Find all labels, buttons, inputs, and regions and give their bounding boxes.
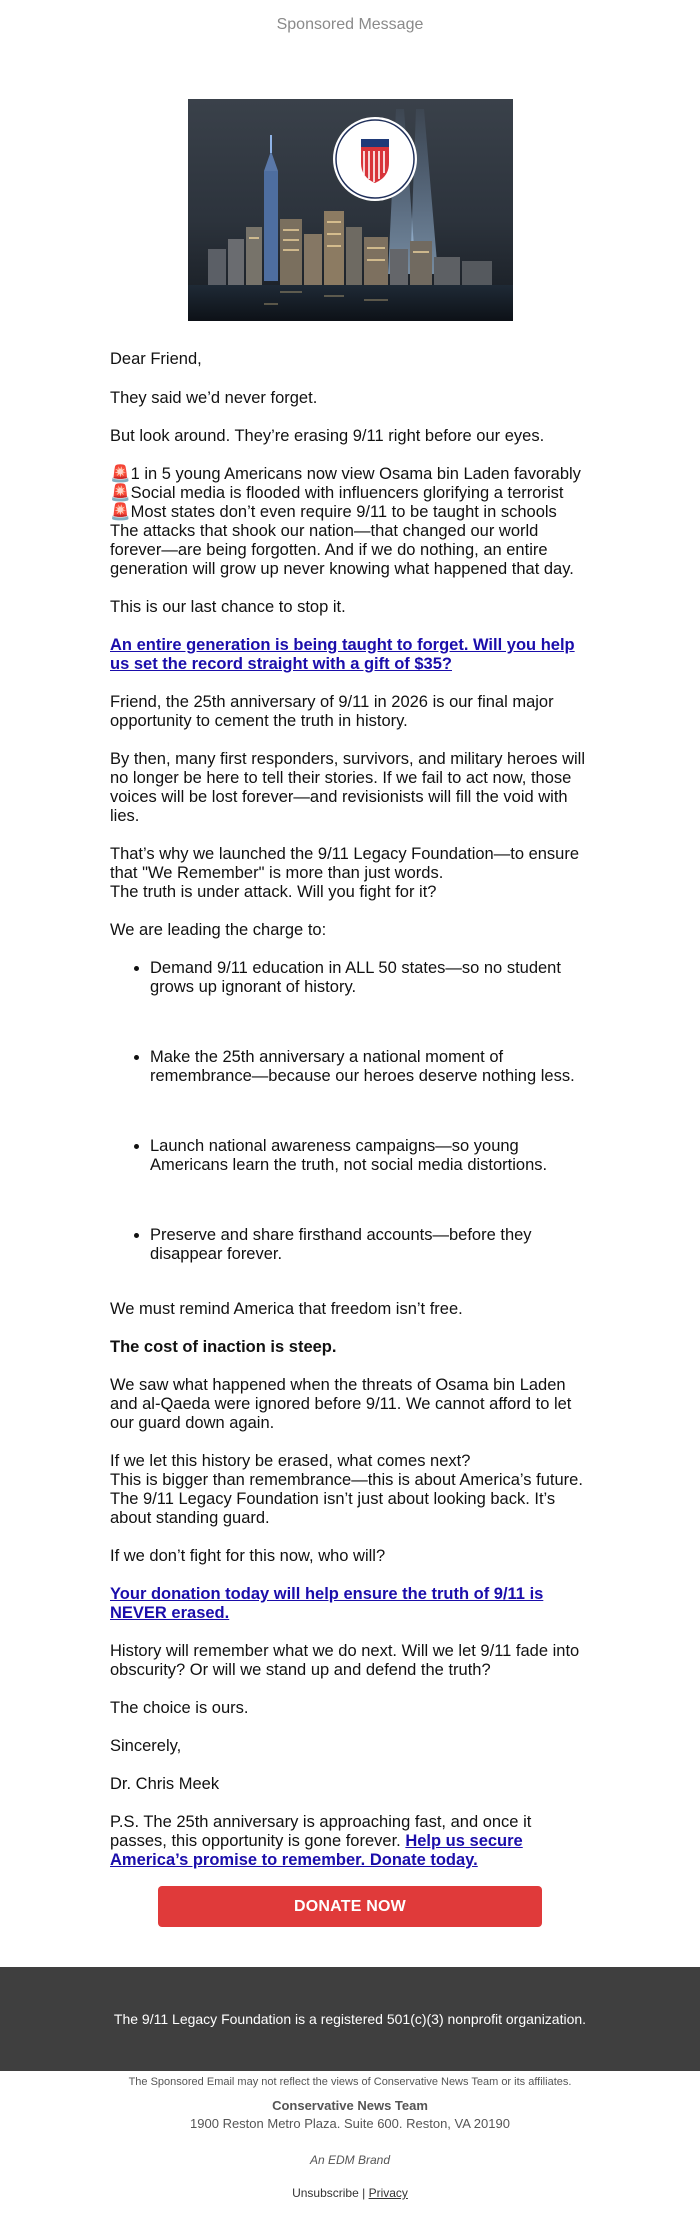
- sponsored-label: Sponsored Message: [276, 16, 424, 33]
- paragraph: They said we’d never forget.: [110, 389, 318, 407]
- paragraph: The choice is ours.: [110, 1699, 249, 1717]
- hero-image: [188, 99, 513, 321]
- paragraph: If we let this history be erased, what comes next?: [110, 1452, 471, 1470]
- signoff: Sincerely,: [110, 1737, 182, 1755]
- list-item: • Preserve and share firsthand accounts—before they disappear forever.: [150, 1226, 592, 1264]
- letter-body: [110, 350, 592, 1870]
- sponsor-disclaimer: The Sponsored Email may not reflect the views of Conservative News Team or its affiliates.: [128, 2076, 572, 2088]
- signer-name: Dr. Chris Meek: [110, 1775, 220, 1793]
- privacy-link[interactable]: Privacy: [368, 2186, 408, 2200]
- paragraph: Friend, the 25th anniversary of 9/11 in 2026 is our final major opportunity to cement the truth in history.: [110, 693, 554, 730]
- city-skyline-image: [188, 99, 513, 321]
- org-name: Conservative News Team: [272, 2098, 428, 2113]
- link-separator: |: [362, 2186, 366, 2200]
- nonprofit-note: The 9/11 Legacy Foundation is a registered 501(c)(3) nonprofit organization.: [0, 1967, 700, 2071]
- paragraph: This is our last chance to stop it.: [110, 598, 346, 616]
- paragraph: That’s why we launched the 9/11 Legacy Foundation—to ensure that "We Remember" is more than just words.: [110, 845, 580, 882]
- siren-icon: 🚨: [110, 465, 131, 483]
- subheading: The cost of inaction is steep.: [110, 1338, 337, 1356]
- paragraph: The attacks that shook our nation—that changed our world forever—are being forgotten. And if we do nothing, an entire generation will grow up never knowing what happened that day.: [110, 522, 574, 578]
- donate-now-button[interactable]: DONATE NOW: [158, 1886, 542, 1927]
- goals-list: [110, 959, 592, 1264]
- paragraph: History will remember what we do next. Will we let 9/11 fade into obscurity? Or will we stand up and defend the truth?: [110, 1642, 580, 1679]
- brand-label: An EDM Brand: [309, 2153, 391, 2167]
- list-item: • Make the 25th anniversary a national moment of remembrance—because our heroes deserve nothing less.: [150, 1048, 592, 1086]
- paragraph: The truth is under attack. Will you fight for it?: [110, 883, 437, 901]
- donate-button-container: [158, 1886, 542, 1927]
- list-item: • Demand 9/11 education in ALL 50 states—so no student grows up ignorant of history.: [150, 959, 592, 997]
- alert-item: 🚨 1 in 5 young Americans now view Osama bin Laden favorably: [110, 465, 581, 483]
- donation-truth-link[interactable]: Your donation today will help ensure the truth of 9/11 is NEVER erased.: [110, 1585, 544, 1622]
- alert-list: [110, 465, 592, 522]
- paragraph: If we don’t fight for this now, who will?: [110, 1547, 386, 1565]
- siren-icon: 🚨: [110, 503, 131, 521]
- greeting: Dear Friend,: [110, 350, 202, 368]
- org-address: 1900 Reston Metro Plaza. Suite 600. Reston, VA 20190: [190, 2116, 510, 2131]
- alert-item: 🚨 Social media is flooded with influencers glorifying a terrorist: [110, 484, 564, 502]
- alert-item: 🚨 Most states don’t even require 9/11 to be taught in schools: [110, 503, 557, 521]
- postscript: P.S. The 25th anniversary is approaching fast, and once it passes, this opportunity is gone forever. Help us secure America’s promise to remember. Donate today.: [110, 1813, 532, 1869]
- paragraph: This is bigger than remembrance—this is about America’s future. The 9/11 Legacy Foundation isn’t just about looking back. It’s about standing guard.: [110, 1471, 583, 1527]
- paragraph: But look around. They’re erasing 9/11 right before our eyes.: [110, 427, 545, 445]
- paragraph: By then, many first responders, survivors, and military heroes will no longer be here to tell their stories. If we fail to act now, those voices will be lost forever—and revisionists will fill the void with lies.: [110, 750, 586, 825]
- paragraph: We are leading the charge to:: [110, 921, 327, 939]
- foundation-logo: [333, 117, 417, 201]
- unsubscribe-link[interactable]: Unsubscribe: [292, 2186, 359, 2200]
- donate-35-link[interactable]: An entire generation is being taught to forget. Will you help us set the record straight with a gift of $35?: [110, 636, 575, 673]
- ps-donate-link[interactable]: Help us secure America’s promise to remember. Donate today.: [110, 1832, 523, 1869]
- footer-links: [0, 2186, 700, 2200]
- paragraph: We must remind America that freedom isn’t free.: [110, 1300, 463, 1318]
- paragraph: We saw what happened when the threats of Osama bin Laden and al-Qaeda were ignored before 9/11. We cannot afford to let our guard down again.: [110, 1376, 572, 1432]
- list-item: • Launch national awareness campaigns—so young Americans learn the truth, not social media distortions.: [150, 1137, 592, 1175]
- siren-icon: 🚨: [110, 484, 131, 502]
